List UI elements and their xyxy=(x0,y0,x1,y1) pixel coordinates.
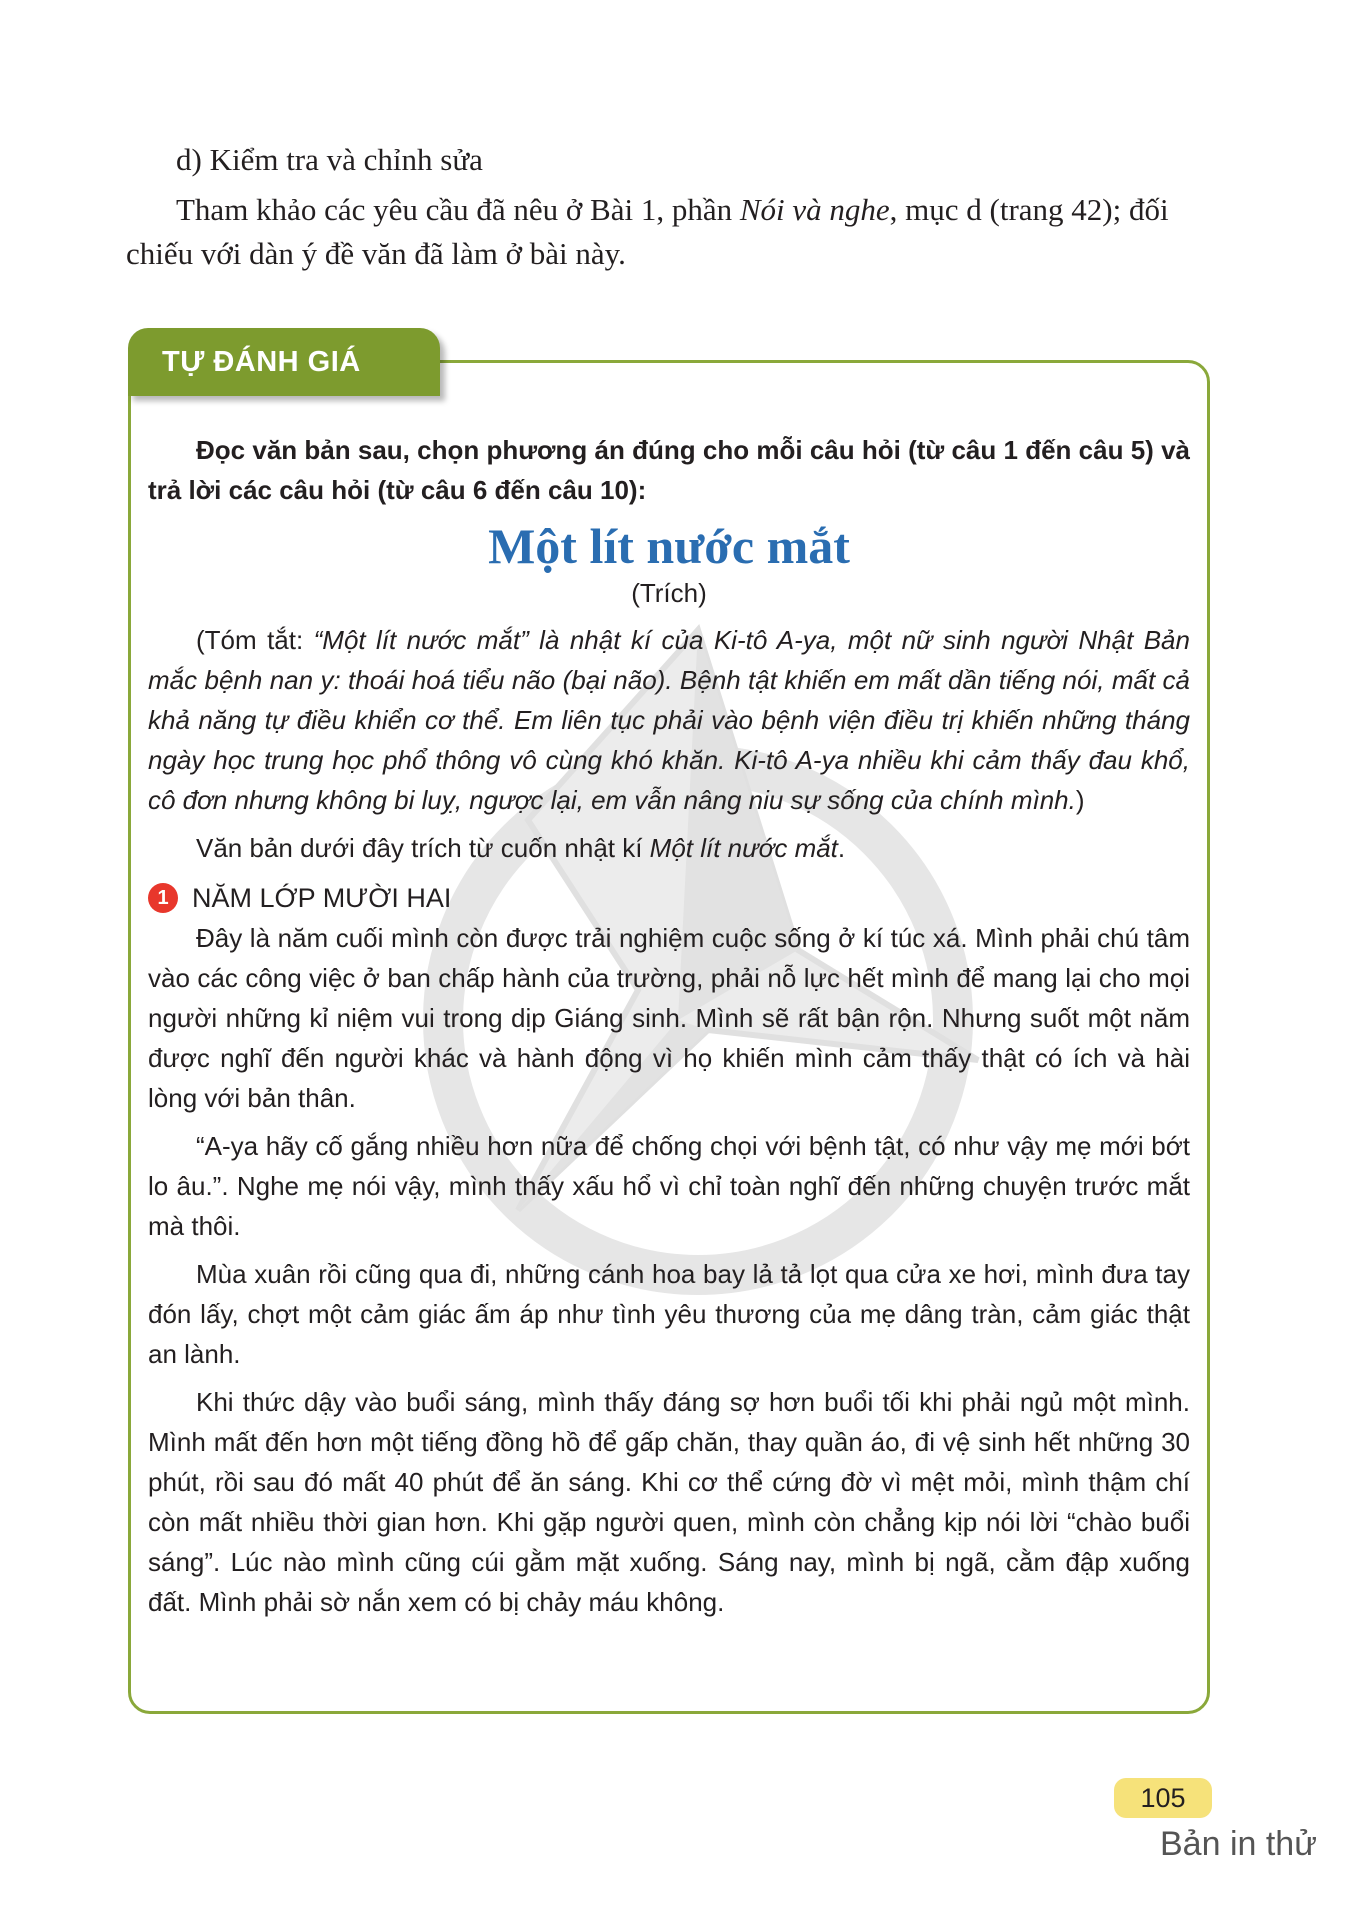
source-prefix: Văn bản dưới đây trích từ cuốn nhật kí xyxy=(196,833,650,863)
text-subtitle: (Trích) xyxy=(631,578,707,608)
summary-text: “Một lít nước mắt” là nhật kí của Ki-tô A-ya, một nữ sinh người Nhật Bản mắc bệnh nan y: thoái hoá tiểu não (bại não). Bệnh tật khiến em mất dần tiếng nói, mất cả khả năng tự điều khiển cơ thể. Em liên tục phải vào bệnh viện điều trị khiến những tháng ngày học trung học phổ thông vô cùng khó khăn. Ki-tô A-ya nhiều khi cảm thấy đau khổ, cô đơn nhưng không bi luỵ, ngược lại, em vẫn nâng niu sự sống của chính mình. xyxy=(148,625,1190,815)
body-paragraph: Khi thức dậy vào buổi sáng, mình thấy đáng sợ hơn buổi tối khi phải ngủ một mình. Mình mất đến hơn một tiếng đồng hồ để gấp chăn, thay quần áo, đi vệ sinh hết những 30 phút, rồi sau đó mất 40 phút để ăn sáng. Khi cơ thể cứng đờ vì mệt mỏi, mình thậm chí còn mất nhiều thời gian hơn. Khi gặp người quen, mình còn chẳng kịp nói lời “chào buổi sáng”. Lúc nào mình cũng cúi gằm mặt xuống. Sáng nay, mình bị ngã, cằm đập xuống đất. Mình phải sờ nắn xem có bị chảy máu không. xyxy=(148,1387,1190,1617)
body-paragraph: “A-ya hãy cố gắng nhiều hơn nữa để chống chọi với bệnh tật, có như vậy mẹ mới bớt lo âu.”. Nghe mẹ nói vậy, mình thấy xấu hổ vì chỉ toàn nghĩ đến những chuyện trước mắt mà thôi. xyxy=(148,1131,1190,1241)
reference-italic: Nói và nghe xyxy=(739,192,890,227)
source-suffix: . xyxy=(837,833,846,863)
tab-label: TỰ ĐÁNH GIÁ xyxy=(162,346,361,378)
source-italic: Một lít nước mắt xyxy=(649,833,838,863)
source-paragraph xyxy=(148,828,1190,868)
draft-label: Bản in thử xyxy=(1160,1825,1317,1863)
box-content xyxy=(148,430,1190,1622)
section-number-badge: 1 xyxy=(148,883,178,913)
reference-line-2: chiếu với dàn ý đề văn đã làm ở bài này. xyxy=(126,236,626,271)
body-paragraph: Mùa xuân rồi cũng qua đi, những cánh hoa bay lả tả lọt qua cửa xe hơi, mình đưa tay đón lấy, chợt một cảm giác ấm áp như tình yêu thương của mẹ dâng tràn, cảm giác thật an lành. xyxy=(148,1259,1190,1369)
reference-line-1 xyxy=(176,190,1169,230)
section-heading-text: NĂM LỚP MƯỜI HAI xyxy=(192,883,452,913)
summary-suffix: ) xyxy=(1075,785,1085,815)
summary-paragraph xyxy=(148,620,1190,820)
text-title: Một lít nước mắt xyxy=(488,518,850,574)
reference-text-a: Tham khảo các yêu cầu đã nêu ở Bài 1, phần xyxy=(176,192,740,227)
section-heading xyxy=(148,878,1190,918)
summary-prefix: (Tóm tắt: xyxy=(196,625,314,655)
section-d-heading: d) Kiểm tra và chỉnh sửa xyxy=(176,142,483,177)
reference-text-b: , mục d (trang 42); đối xyxy=(889,192,1169,227)
self-assessment-tab xyxy=(128,328,440,396)
page-number: 105 xyxy=(1114,1778,1212,1818)
body-paragraph: Đây là năm cuối mình còn được trải nghiệm cuộc sống ở kí túc xá. Mình phải chú tâm vào các công việc ở ban chấp hành của trường, phải nỗ lực hết mình để mang lại cho mọi người những kỉ niệm vui trong dịp Giáng sinh. Mình sẽ rất bận rộn. Nhưng suốt một năm được nghĩ đến người khác và hành động vì họ khiến mình cảm thấy thật có ích và hài lòng với bản thân. xyxy=(148,923,1190,1113)
instruction-text: Đọc văn bản sau, chọn phương án đúng cho mỗi câu hỏi (từ câu 1 đến câu 5) và trả lời các câu hỏi (từ câu 6 đến câu 10): xyxy=(148,435,1190,505)
